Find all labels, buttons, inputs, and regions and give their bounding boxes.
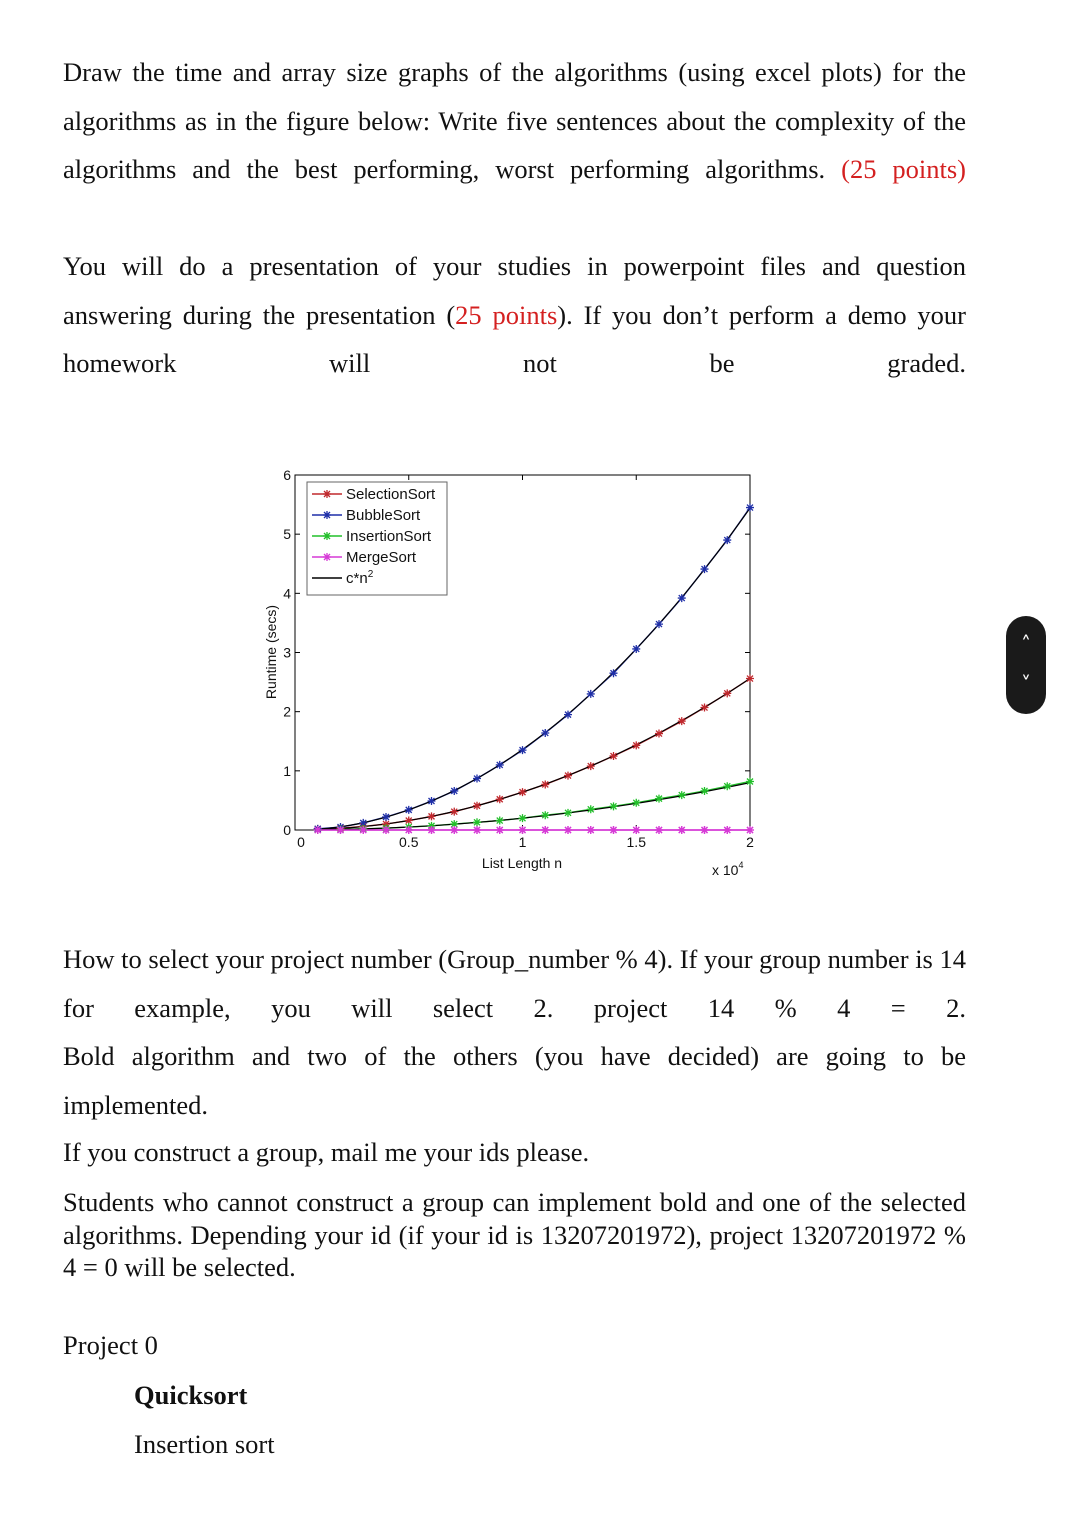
data-point [405,826,413,834]
data-point [701,704,709,712]
legend-label-text: SelectionSort [346,486,436,503]
project-selection-paragraph: How to select your project number (Group_number % 4). If your group number is 14 for example, you will select 2. project 14 % 4 = 2. [63,944,966,1023]
y-tick-label: 6 [283,467,291,483]
legend-label-text: c*n [346,570,368,587]
legend-label-text: MergeSort [346,549,417,566]
chevron-up-icon[interactable]: ˄ [1021,632,1031,656]
data-point [678,717,686,725]
legend-label-text: InsertionSort [346,528,432,545]
data-point [701,826,709,834]
data-point [632,799,640,807]
data-point [405,806,413,814]
fit-curve [318,783,750,830]
data-point [610,826,618,834]
y-axis-label: Runtime (secs) [263,604,279,700]
data-point [701,565,709,573]
points-label-plots: (25 points) [841,154,967,184]
x-tick-label: 1 [518,834,527,850]
x-tick-label: 2 [746,834,754,850]
x-tick-label: 1.5 [626,834,646,850]
no-group-paragraph: Students who cannot construct a group can implement bold and one of the selected algorithms. Depending your id (if your id is 13207201972), project 13207201972 % 4 = 0 will be selected. [63,1187,966,1282]
data-point [337,826,345,834]
data-point [632,645,640,653]
data-point [382,813,390,821]
data-point [541,811,549,819]
group-mail-paragraph: If you construct a group, mail me your ids please. [63,1137,590,1167]
presentation-paragraph [63,242,966,388]
legend-label [346,486,436,503]
data-point [473,826,481,834]
other-algorithm: Insertion sort [134,1429,275,1459]
data-point [564,809,572,817]
data-point [450,826,458,834]
y-tick-label: 3 [283,644,291,661]
points-label-presentation: 25 points [455,299,558,330]
chevron-down-icon[interactable]: ˅ [1021,672,1031,696]
legend-label [346,549,417,566]
legend-label [346,507,421,524]
x-tick-label: 0 [297,834,305,850]
data-point [473,802,481,810]
legend-label-text: BubbleSort [346,507,421,524]
data-point [428,812,436,820]
data-point [701,787,709,795]
fit-curve [318,679,750,830]
legend-label-sup: 2 [367,569,374,580]
data-point [473,775,481,783]
data-point [678,594,686,602]
data-point [564,826,572,834]
data-point [632,741,640,749]
x-multiplier-exp: 4 [738,860,744,870]
data-point [519,746,527,754]
data-point [564,772,572,780]
page-nav-control[interactable] [1006,616,1046,714]
legend-label [346,528,432,545]
data-point [610,752,618,760]
data-point [359,826,367,834]
data-point [323,490,331,498]
data-point [746,675,754,683]
data-point [746,777,754,785]
data-point [496,817,504,825]
data-point [323,532,331,540]
x-multiplier-base: x 10 [712,862,739,878]
data-point [496,761,504,769]
y-tick-label: 2 [283,703,291,720]
data-point [541,780,549,788]
data-point [496,795,504,803]
y-tick-label: 1 [283,762,291,779]
data-point [655,620,663,628]
data-point [723,826,731,834]
instructions-paragraph [63,48,966,194]
project-title: Project 0 [63,1330,158,1360]
presentation-text-a: You will do a presentation of your studies in powerpoint files and question answering during the presentation ( [63,251,966,330]
data-point [723,782,731,790]
data-point [450,787,458,795]
data-point [382,826,390,834]
data-point [655,795,663,803]
data-point [746,504,754,512]
data-point [314,826,322,834]
data-point [323,511,331,519]
data-point [610,802,618,810]
data-point [323,553,331,561]
data-point [450,808,458,816]
data-point [428,797,436,805]
legend [307,482,447,595]
data-point [428,826,436,834]
data-point [564,711,572,719]
data-point [541,729,549,737]
y-tick-label: 0 [283,822,291,838]
x-axis-label: List Length n [481,855,563,871]
data-point [519,788,527,796]
data-point [473,818,481,826]
series-line-selectionsort [318,679,750,829]
data-point [519,826,527,834]
data-point [723,689,731,697]
x-multiplier [712,860,743,878]
data-point [541,826,549,834]
data-point [655,826,663,834]
bold-algorithm: Quicksort [134,1380,248,1410]
data-point [587,805,595,813]
x-tick-label: 0.5 [399,834,419,850]
y-tick-label: 5 [283,526,291,543]
data-point [678,791,686,799]
data-point [587,690,595,698]
data-point [746,826,754,834]
y-tick-label: 4 [283,585,291,602]
runtime-chart [250,460,790,890]
data-point [587,762,595,770]
data-point [678,826,686,834]
data-point [610,669,618,677]
data-point [632,826,640,834]
data-point [655,730,663,738]
data-point [519,814,527,822]
data-point [723,536,731,544]
instructions-text: Draw the time and array size graphs of the algorithms (using excel plots) for the algorithms as in the figure below: Write five sentences about the complexity of the algorithms and the best performing, worst performing algorithms. [63,57,966,184]
data-point [587,826,595,834]
presentation-text-b: ). If you don’t perform a demo your homework will not be graded. [63,299,966,378]
data-point [496,826,504,834]
bold-algorithm-paragraph: Bold algorithm and two of the others (you have decided) are going to be implemented. [63,1041,966,1120]
